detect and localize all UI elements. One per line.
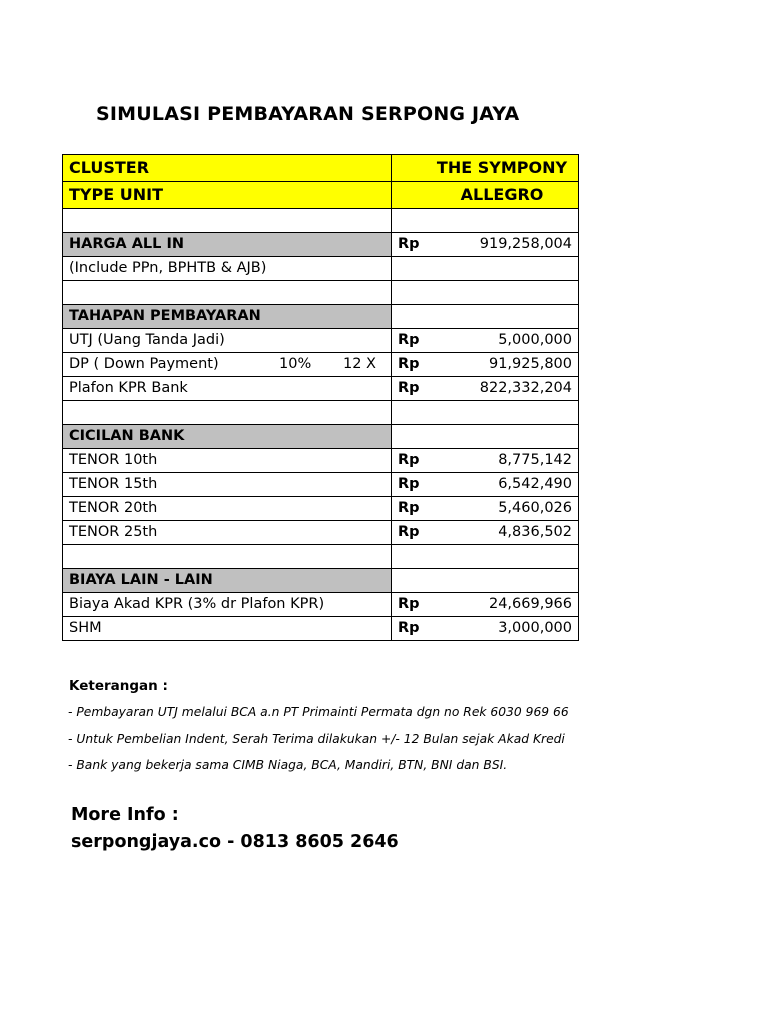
keterangan-title: Keterangan : xyxy=(69,678,168,694)
row-amount: 5,000,000 xyxy=(498,332,572,348)
keterangan-item: - Bank yang bekerja sama CIMB Niaga, BCA, Mandiri, BTN, BNI dan BSI. xyxy=(68,758,508,772)
keterangan-item: - Pembayaran UTJ melalui BCA a.n PT Primainti Permata dgn no Rek 6030 969 66 xyxy=(68,705,569,719)
row-amount: 822,332,204 xyxy=(479,380,572,396)
table-row xyxy=(63,497,579,521)
dp-percent: 10% xyxy=(279,356,312,372)
harga-label: HARGA ALL IN xyxy=(63,233,392,257)
cicilan-label: CICILAN BANK xyxy=(63,425,392,449)
spacer-row xyxy=(63,281,579,305)
cluster-row xyxy=(63,155,579,182)
type-unit-value: ALLEGRO xyxy=(392,182,579,209)
row-label: SHM xyxy=(63,617,392,641)
cluster-label: CLUSTER xyxy=(63,155,392,182)
table-row xyxy=(63,617,579,641)
harga-header-row xyxy=(63,233,579,257)
table-row xyxy=(63,329,579,353)
more-info-label: More Info : xyxy=(71,805,179,825)
table-row xyxy=(63,593,579,617)
currency-label: Rp xyxy=(398,524,420,540)
harga-value-cell xyxy=(392,233,579,257)
row-label: Biaya Akad KPR (3% dr Plafon KPR) xyxy=(63,593,392,617)
harga-amount: 919,258,004 xyxy=(479,236,572,252)
cicilan-header-row xyxy=(63,425,579,449)
tahapan-header-row xyxy=(63,305,579,329)
currency-label: Rp xyxy=(398,596,420,612)
more-info xyxy=(71,802,399,856)
row-label: DP ( Down Payment) xyxy=(69,356,219,372)
biaya-header-row xyxy=(63,569,579,593)
currency-label: Rp xyxy=(398,380,420,396)
contact-link[interactable]: serpongjaya.co - 0813 8605 2646 xyxy=(71,832,399,852)
row-label: Plafon KPR Bank xyxy=(63,377,392,401)
row-label: UTJ (Uang Tanda Jadi) xyxy=(63,329,392,353)
row-amount: 8,775,142 xyxy=(498,452,572,468)
currency-label: Rp xyxy=(398,236,420,252)
keterangan-item: - Untuk Pembelian Indent, Serah Terima dilakukan +/- 12 Bulan sejak Akad Kredi xyxy=(68,731,565,746)
harga-note: (Include PPn, BPHTB & AJB) xyxy=(63,257,392,281)
row-amount: 91,925,800 xyxy=(488,356,572,372)
table-row xyxy=(63,377,579,401)
currency-label: Rp xyxy=(398,356,420,372)
row-label: TENOR 20th xyxy=(63,497,392,521)
table-row xyxy=(63,353,579,377)
row-label: TENOR 15th xyxy=(63,473,392,497)
row-amount: 24,669,966 xyxy=(488,596,572,612)
spacer-row xyxy=(63,209,579,233)
payment-table xyxy=(62,154,579,641)
type-unit-row xyxy=(63,182,579,209)
cluster-value: THE SYMPONY xyxy=(392,155,579,182)
keterangan-list xyxy=(68,702,578,782)
biaya-label: BIAYA LAIN - LAIN xyxy=(63,569,392,593)
currency-label: Rp xyxy=(398,476,420,492)
page-title: SIMULASI PEMBAYARAN SERPONG JAYA xyxy=(96,103,520,125)
type-unit-label: TYPE UNIT xyxy=(63,182,392,209)
dp-installments: 12 X xyxy=(343,356,376,372)
table-row xyxy=(63,521,579,545)
row-amount: 5,460,026 xyxy=(498,500,572,516)
row-amount: 6,542,490 xyxy=(498,476,572,492)
table-row xyxy=(63,473,579,497)
table-row xyxy=(63,449,579,473)
row-amount: 3,000,000 xyxy=(498,620,572,636)
spacer-row xyxy=(63,401,579,425)
currency-label: Rp xyxy=(398,500,420,516)
harga-note-row xyxy=(63,257,579,281)
currency-label: Rp xyxy=(398,332,420,348)
spacer-row xyxy=(63,545,579,569)
currency-label: Rp xyxy=(398,452,420,468)
row-amount: 4,836,502 xyxy=(498,524,572,540)
currency-label: Rp xyxy=(398,620,420,636)
tahapan-label: TAHAPAN PEMBAYARAN xyxy=(63,305,392,329)
row-label: TENOR 25th xyxy=(63,521,392,545)
row-label: TENOR 10th xyxy=(63,449,392,473)
